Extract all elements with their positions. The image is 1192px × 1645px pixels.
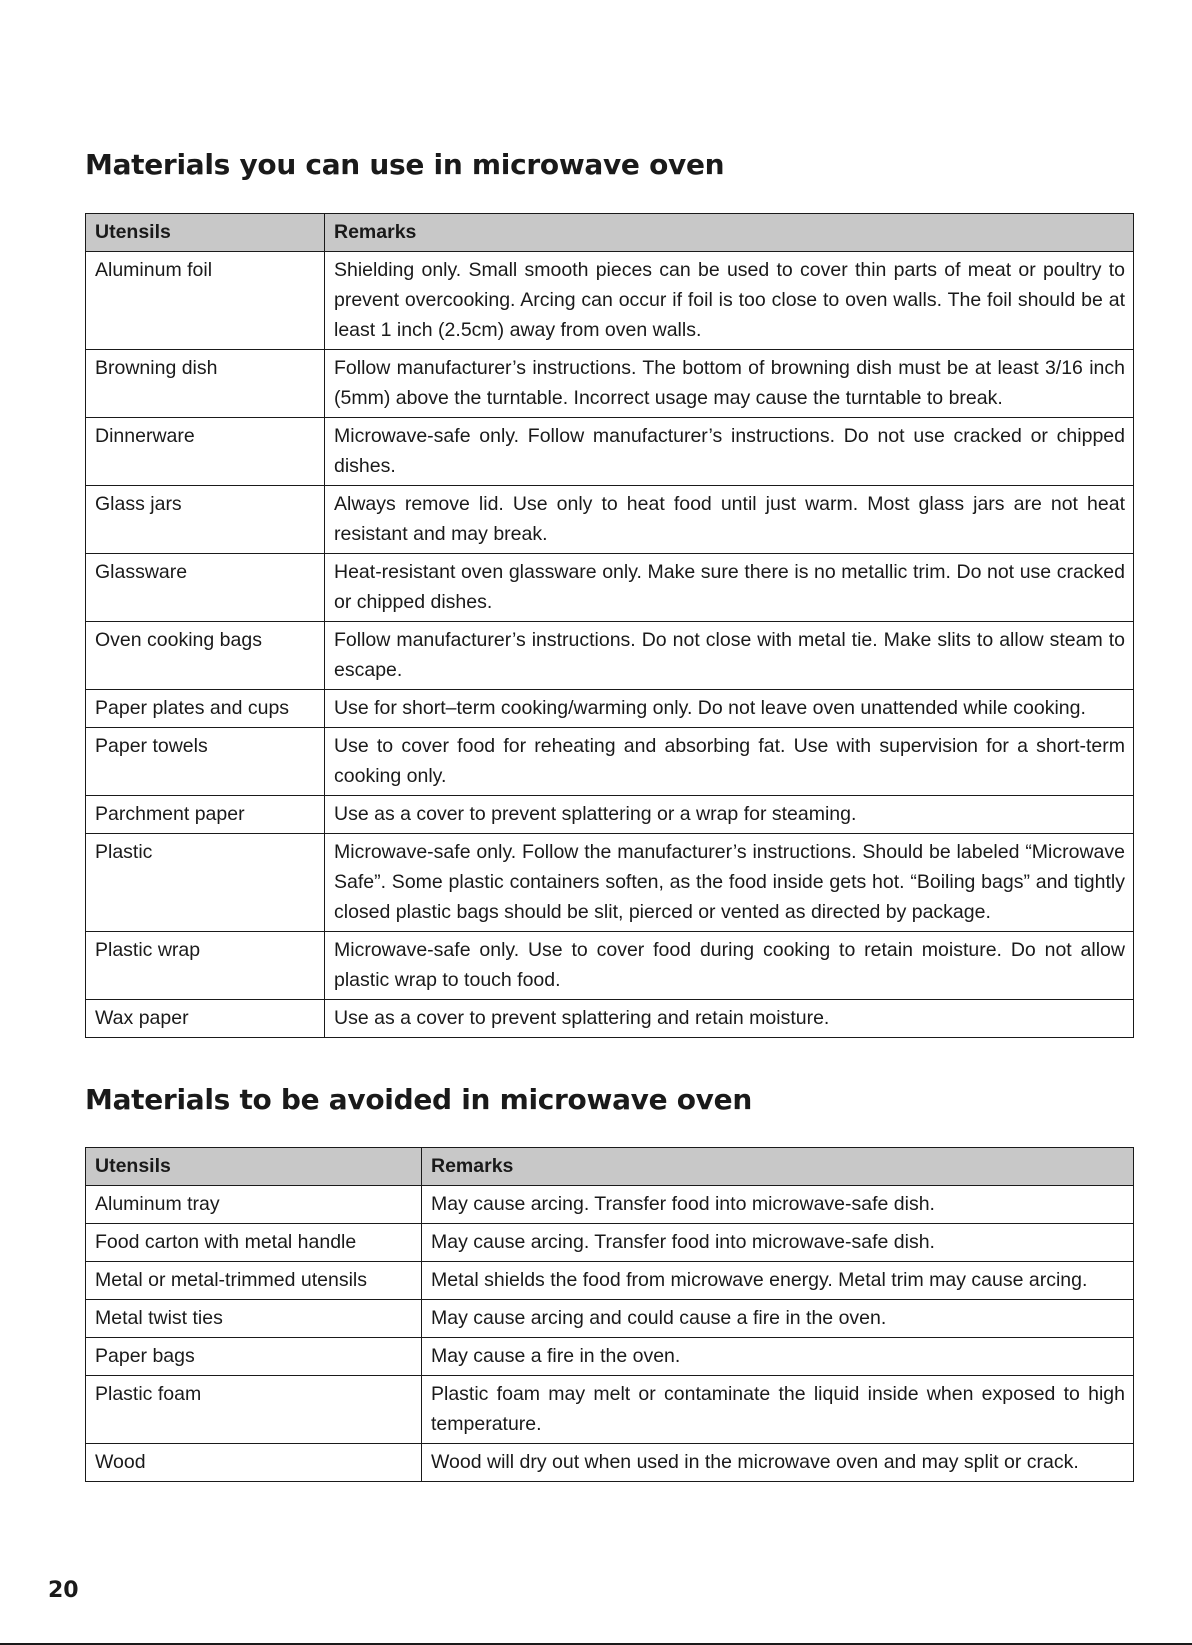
table-row (86, 1224, 1134, 1262)
utensil-cell: Metal twist ties (86, 1300, 422, 1338)
remark-cell: Use for short–term cooking/warming only. Do not leave oven unattended while cooking. (325, 690, 1134, 728)
utensil-cell: Browning dish (86, 350, 325, 418)
remark-cell: Microwave-safe only. Follow manufacturer’s instructions. Do not use cracked or chipped dishes. (325, 418, 1134, 486)
remark-cell: Plastic foam may melt or contaminate the liquid inside when exposed to high temperature. (422, 1376, 1134, 1444)
table-row (86, 932, 1134, 1000)
remark-cell: Microwave-safe only. Use to cover food during cooking to retain moisture. Do not allow plastic wrap to touch food. (325, 932, 1134, 1000)
remark-cell: Use to cover food for reheating and absorbing fat. Use with supervision for a short-term cooking only. (325, 728, 1134, 796)
table-row (86, 486, 1134, 554)
remark-cell: Follow manufacturer’s instructions. Do not close with metal tie. Make slits to allow steam to escape. (325, 622, 1134, 690)
remark-cell: Shielding only. Small smooth pieces can be used to cover thin parts of meat or poultry to prevent overcooking. Arcing can occur if foil is too close to oven walls. The foil should be at least 1 inch (2.5cm) away from oven walls. (325, 252, 1134, 350)
remark-cell: Heat-resistant oven glassware only. Make sure there is no metallic trim. Do not use cracked or chipped dishes. (325, 554, 1134, 622)
table-row (86, 1186, 1134, 1224)
table-row (86, 350, 1134, 418)
table-row (86, 1262, 1134, 1300)
page-number: 20 (48, 1578, 79, 1603)
table-row (86, 728, 1134, 796)
table-header-row (86, 214, 1134, 252)
utensil-cell: Dinnerware (86, 418, 325, 486)
utensil-cell: Plastic foam (86, 1376, 422, 1444)
section-title-materials-avoid: Materials to be avoided in microwave oven (85, 1083, 752, 1116)
utensil-cell: Glassware (86, 554, 325, 622)
table-row (86, 1300, 1134, 1338)
remark-cell: Wood will dry out when used in the microwave oven and may split or crack. (422, 1444, 1134, 1482)
remark-cell: Microwave-safe only. Follow the manufacturer’s instructions. Should be labeled “Microwave Safe”. Some plastic containers soften, as the food inside gets hot. “Boiling bags” and tightly closed plastic bags should be slit, pierced or vented as directed by package. (325, 834, 1134, 932)
table-row (86, 690, 1134, 728)
utensil-cell: Metal or metal-trimmed utensils (86, 1262, 422, 1300)
remark-cell: Follow manufacturer’s instructions. The bottom of browning dish must be at least 3/16 inch (5mm) above the turntable. Incorrect usage may cause the turntable to break. (325, 350, 1134, 418)
column-header-remarks: Remarks (325, 214, 1134, 252)
utensil-cell: Paper towels (86, 728, 325, 796)
utensil-cell: Food carton with metal handle (86, 1224, 422, 1262)
utensil-cell: Glass jars (86, 486, 325, 554)
remark-cell: Use as a cover to prevent splattering and retain moisture. (325, 1000, 1134, 1038)
table-row (86, 1000, 1134, 1038)
remark-cell: Metal shields the food from microwave energy. Metal trim may cause arcing. (422, 1262, 1134, 1300)
utensil-cell: Plastic (86, 834, 325, 932)
table-row (86, 554, 1134, 622)
utensil-cell: Paper bags (86, 1338, 422, 1376)
utensil-cell: Paper plates and cups (86, 690, 325, 728)
column-header-utensils: Utensils (86, 214, 325, 252)
utensil-cell: Parchment paper (86, 796, 325, 834)
table-row (86, 1444, 1134, 1482)
utensil-cell: Aluminum foil (86, 252, 325, 350)
table-row (86, 796, 1134, 834)
remark-cell: May cause arcing. Transfer food into microwave-safe dish. (422, 1224, 1134, 1262)
table-header-row (86, 1148, 1134, 1186)
utensil-cell: Aluminum tray (86, 1186, 422, 1224)
table-row (86, 1338, 1134, 1376)
remark-cell: Use as a cover to prevent splattering or a wrap for steaming. (325, 796, 1134, 834)
table-row (86, 834, 1134, 932)
section-title-materials-use: Materials you can use in microwave oven (85, 148, 725, 181)
table-row (86, 622, 1134, 690)
remark-cell: May cause a fire in the oven. (422, 1338, 1134, 1376)
column-header-utensils: Utensils (86, 1148, 422, 1186)
remark-cell: May cause arcing and could cause a fire in the oven. (422, 1300, 1134, 1338)
utensil-cell: Wood (86, 1444, 422, 1482)
remark-cell: Always remove lid. Use only to heat food until just warm. Most glass jars are not heat resistant and may break. (325, 486, 1134, 554)
materials-use-table (85, 213, 1134, 1038)
table-row (86, 252, 1134, 350)
column-header-remarks: Remarks (422, 1148, 1134, 1186)
utensil-cell: Plastic wrap (86, 932, 325, 1000)
utensil-cell: Oven cooking bags (86, 622, 325, 690)
table-row (86, 1376, 1134, 1444)
utensil-cell: Wax paper (86, 1000, 325, 1038)
materials-avoid-table (85, 1147, 1134, 1482)
remark-cell: May cause arcing. Transfer food into microwave-safe dish. (422, 1186, 1134, 1224)
table-row (86, 418, 1134, 486)
